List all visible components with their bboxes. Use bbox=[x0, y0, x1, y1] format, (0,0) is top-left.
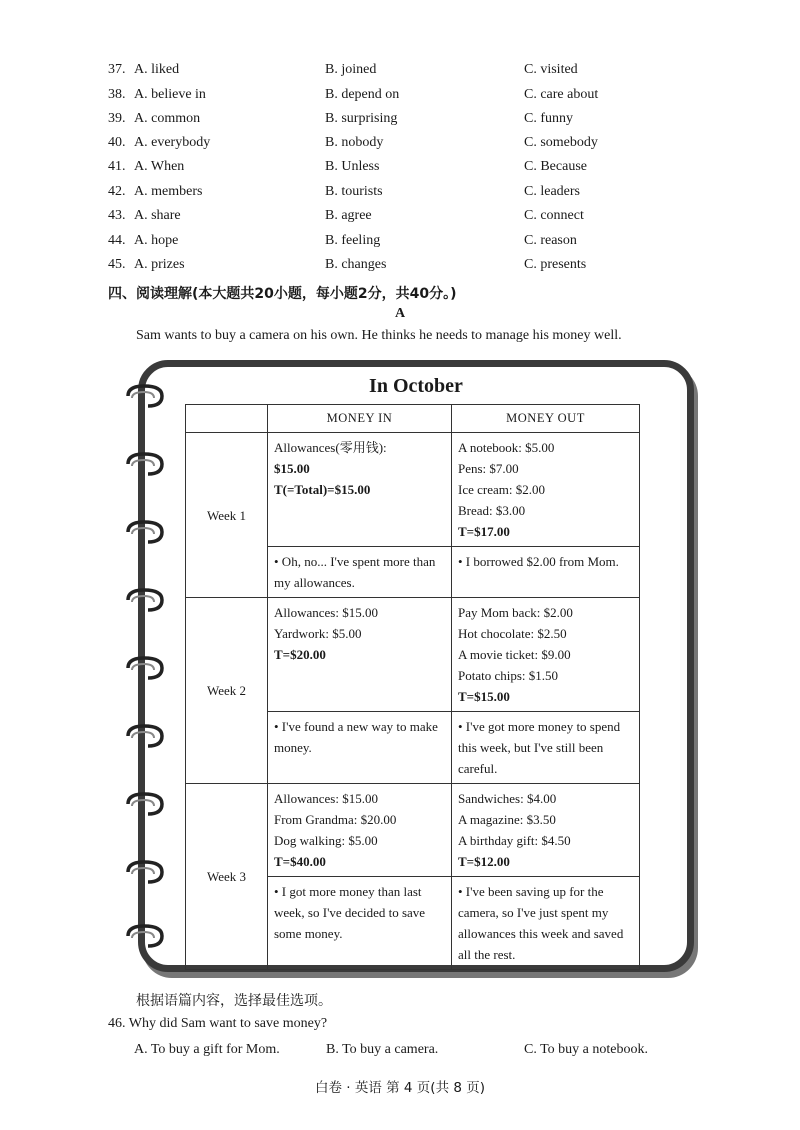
spiral-ring-icon bbox=[126, 858, 170, 886]
week-label: Week 3 bbox=[186, 784, 268, 970]
week-label: Week 1 bbox=[186, 433, 268, 598]
question-number: 43. bbox=[108, 208, 126, 223]
question-number: 38. bbox=[108, 87, 126, 102]
money-in-line: From Grandma: $20.00 bbox=[274, 812, 397, 827]
money-in-cell bbox=[268, 433, 452, 547]
question-row bbox=[0, 184, 800, 208]
question-row bbox=[0, 233, 800, 257]
question-row bbox=[0, 135, 800, 159]
question-number: 45. bbox=[108, 257, 126, 272]
spiral-ring-icon bbox=[126, 922, 170, 950]
money-out-line: Potato chips: $1.50 bbox=[458, 668, 559, 683]
option-a: A. everybody bbox=[134, 135, 211, 150]
money-out-line: Ice cream: $2.00 bbox=[458, 482, 545, 497]
option-a: A. share bbox=[134, 208, 181, 223]
question-number: 44. bbox=[108, 233, 126, 248]
spiral-ring-icon bbox=[126, 654, 170, 682]
note-out: • I borrowed $2.00 from Mom. bbox=[452, 547, 640, 598]
spiral-ring-icon bbox=[126, 518, 170, 546]
spiral-ring-icon bbox=[126, 790, 170, 818]
option-a: A. prizes bbox=[134, 257, 185, 272]
option-c: C. care about bbox=[524, 87, 599, 102]
spiral-ring-icon bbox=[126, 382, 170, 410]
option-b: B. To buy a camera. bbox=[326, 1042, 439, 1057]
question-row bbox=[0, 111, 800, 135]
money-in-line: Dog walking: $5.00 bbox=[274, 833, 378, 848]
question-number: 42. bbox=[108, 184, 126, 199]
money-out-line: A notebook: $5.00 bbox=[458, 440, 555, 455]
money-out-header: MONEY OUT bbox=[452, 405, 640, 433]
question-number: 40. bbox=[108, 135, 126, 150]
table-row bbox=[186, 784, 640, 877]
spiral-ring-icon bbox=[126, 586, 170, 614]
option-a: A. hope bbox=[134, 233, 179, 248]
budget-table bbox=[185, 404, 640, 970]
money-in-line: Allowances(零用钱): bbox=[274, 440, 387, 455]
money-out-line: A magazine: $3.50 bbox=[458, 812, 556, 827]
table-row bbox=[186, 598, 640, 712]
option-c: C. reason bbox=[524, 233, 577, 248]
passage-intro: Sam wants to buy a camera on his own. He thinks he needs to manage his money well. bbox=[136, 328, 622, 343]
money-in-total: T=$20.00 bbox=[274, 647, 326, 662]
money-out-line: Hot chocolate: $2.50 bbox=[458, 626, 567, 641]
option-c: C. somebody bbox=[524, 135, 598, 150]
question-row bbox=[0, 257, 800, 281]
note-out: • I've been saving up for the camera, so I've just spent my allowances this week and saved all the rest. bbox=[452, 877, 640, 970]
option-c: C. leaders bbox=[524, 184, 580, 199]
money-out-total: T=$12.00 bbox=[458, 854, 510, 869]
option-a: A. When bbox=[134, 159, 185, 174]
money-in-line: $15.00 bbox=[274, 461, 310, 476]
money-out-line: Sandwiches: $4.00 bbox=[458, 791, 557, 806]
option-b: B. changes bbox=[325, 257, 387, 272]
money-out-cell bbox=[452, 433, 640, 547]
section-title: 四、阅读理解(本大题共20小题，每小题2分，共40分。) bbox=[108, 286, 457, 302]
option-c: C. Because bbox=[524, 159, 587, 174]
money-in-cell bbox=[268, 598, 452, 712]
money-in-line: Allowances: $15.00 bbox=[274, 605, 378, 620]
question-row bbox=[0, 87, 800, 111]
question-number: 39. bbox=[108, 111, 126, 126]
table-header-row bbox=[186, 405, 640, 433]
option-b: B. nobody bbox=[325, 135, 384, 150]
money-out-line: Pens: $7.00 bbox=[458, 461, 519, 476]
money-in-line: Allowances: $15.00 bbox=[274, 791, 378, 806]
option-b: B. agree bbox=[325, 208, 372, 223]
spiral-ring-icon bbox=[126, 450, 170, 478]
option-a: A. common bbox=[134, 111, 201, 126]
option-c: C. presents bbox=[524, 257, 587, 272]
option-c: C. To buy a notebook. bbox=[524, 1042, 648, 1057]
question-number: 37. bbox=[108, 62, 126, 77]
option-c: C. visited bbox=[524, 62, 578, 77]
note-out: • I've got more money to spend this week, but I've still been careful. bbox=[452, 712, 640, 784]
option-b: B. depend on bbox=[325, 87, 400, 102]
week-label: Week 2 bbox=[186, 598, 268, 784]
option-b: B. tourists bbox=[325, 184, 383, 199]
question-46-stem: 46. Why did Sam want to save money? bbox=[108, 1016, 328, 1031]
money-in-line: Yardwork: $5.00 bbox=[274, 626, 362, 641]
option-a: A. members bbox=[134, 184, 203, 199]
page-footer: 白卷 · 英语 第 4 页(共 8 页) bbox=[314, 1080, 486, 1096]
notebook-title: In October bbox=[369, 375, 463, 397]
money-out-total: T=$15.00 bbox=[458, 689, 510, 704]
empty-header-cell bbox=[186, 405, 268, 433]
option-a: A. To buy a gift for Mom. bbox=[134, 1042, 280, 1057]
money-in-header: MONEY IN bbox=[268, 405, 452, 433]
option-b: B. joined bbox=[325, 62, 377, 77]
money-in-total: T=$40.00 bbox=[274, 854, 326, 869]
option-c: C. connect bbox=[524, 208, 584, 223]
question-row bbox=[0, 159, 800, 183]
money-out-cell bbox=[452, 598, 640, 712]
money-in-cell bbox=[268, 784, 452, 877]
passage-label: A bbox=[394, 306, 406, 321]
question-row bbox=[0, 62, 800, 86]
instruction-text: 根据语篇内容，选择最佳选项。 bbox=[136, 993, 332, 1009]
money-in-total: T(=Total)=$15.00 bbox=[274, 482, 371, 497]
money-out-line: Bread: $3.00 bbox=[458, 503, 526, 518]
money-out-line: A birthday gift: $4.50 bbox=[458, 833, 571, 848]
money-out-line: A movie ticket: $9.00 bbox=[458, 647, 571, 662]
money-out-cell bbox=[452, 784, 640, 877]
option-a: A. liked bbox=[134, 62, 180, 77]
table-row bbox=[186, 433, 640, 547]
spiral-ring-icon bbox=[126, 722, 170, 750]
note-in: • I've found a new way to make money. bbox=[268, 712, 452, 784]
note-in: • Oh, no... I've spent more than my allowances. bbox=[268, 547, 452, 598]
money-out-total: T=$17.00 bbox=[458, 524, 510, 539]
question-row bbox=[0, 208, 800, 232]
option-b: B. surprising bbox=[325, 111, 398, 126]
option-b: B. feeling bbox=[325, 233, 381, 248]
option-c: C. funny bbox=[524, 111, 573, 126]
note-in: • I got more money than last week, so I've decided to save some money. bbox=[268, 877, 452, 970]
option-a: A. believe in bbox=[134, 87, 206, 102]
option-b: B. Unless bbox=[325, 159, 380, 174]
money-out-line: Pay Mom back: $2.00 bbox=[458, 605, 573, 620]
question-number: 41. bbox=[108, 159, 126, 174]
